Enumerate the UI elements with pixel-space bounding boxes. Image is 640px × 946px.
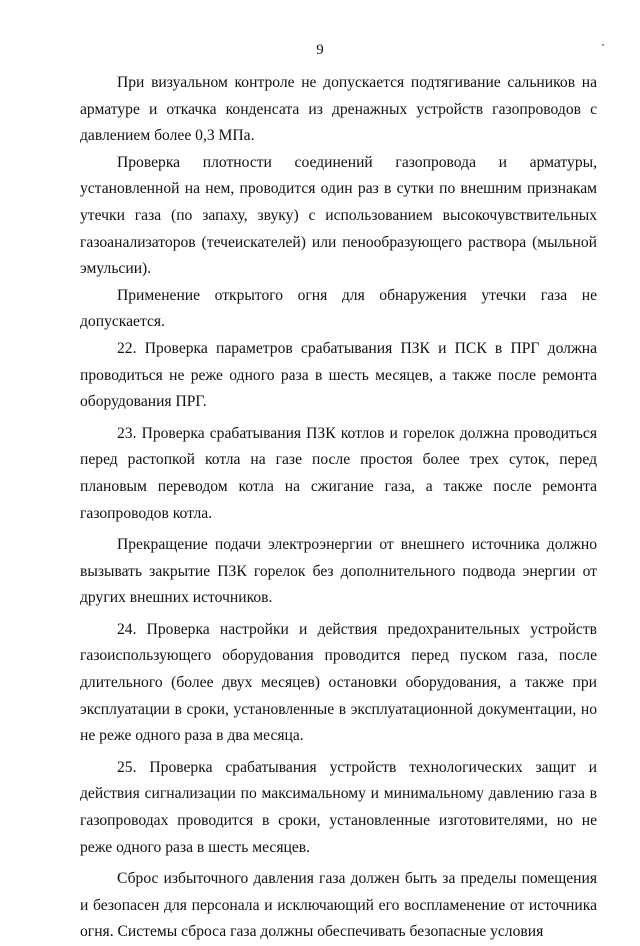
paragraph-gas-release: Сброс избыточного давления газа должен быть за пределы помещения и безопасен для персонала и исключающий его воспламенение от источника огня. Системы сброса газа должны обеспечивать безопасные условия bbox=[80, 870, 597, 941]
paragraph-item-25: 25. Проверка срабатывания устройств технологических защит и действия сигнализации по максимальному и минимальному давлению газа в газопроводах проводится в сроки, установленные изготовителями, но не реже одного раза в шесть месяцев. bbox=[80, 758, 597, 856]
page-number: 9 bbox=[316, 42, 324, 58]
scan-speck bbox=[602, 44, 604, 46]
paragraph-power-loss: Прекращение подачи электроэнергии от внешнего источника должно вызывать закрытие ПЗК горелок без дополнительного подвода энергии от других внешних источников. bbox=[80, 536, 597, 607]
paragraph-leak-check: Проверка плотности соединений газопровода и арматуры, установленной на нем, проводится один раз в сутки по внешним признакам утечки газа (по запаху, звуку) с использованием высокочувствительных газоанализаторов (течеискателей) или пенообразующего раствора (мыльной эмульсии). bbox=[80, 153, 597, 278]
paragraph-item-23: 23. Проверка срабатывания ПЗК котлов и горелок должна проводиться перед растопкой котла на газе после простоя более трех суток, перед плановым переводом котла на сжигание газа, а также после ремонта газопроводов котла. bbox=[80, 424, 597, 522]
paragraph-item-24: 24. Проверка настройки и действия предохранительных устройств газоиспользующего оборудования проводится перед пуском газа, после длительного (более двух месяцев) остановки оборудования, а также при эксплуатации в сроки, установленные в эксплуатационной документации, но не реже одного раза в два месяца. bbox=[80, 620, 597, 745]
body-text bbox=[80, 70, 597, 946]
paragraph-valve-inspection: При визуальном контроле не допускается подтягивание сальников на арматуре и откачка конденсата из дренажных устройств газопроводов с давлением более 0,3 МПа. bbox=[80, 74, 597, 145]
paragraph-item-22: 22. Проверка параметров срабатывания ПЗК и ПСК в ПРГ должна проводиться не реже одного раза в шесть месяцев, а также после ремонта оборудования ПРГ. bbox=[80, 339, 597, 411]
paragraph-open-fire: Применение открытого огня для обнаружения утечки газа не допускается. bbox=[80, 286, 597, 331]
